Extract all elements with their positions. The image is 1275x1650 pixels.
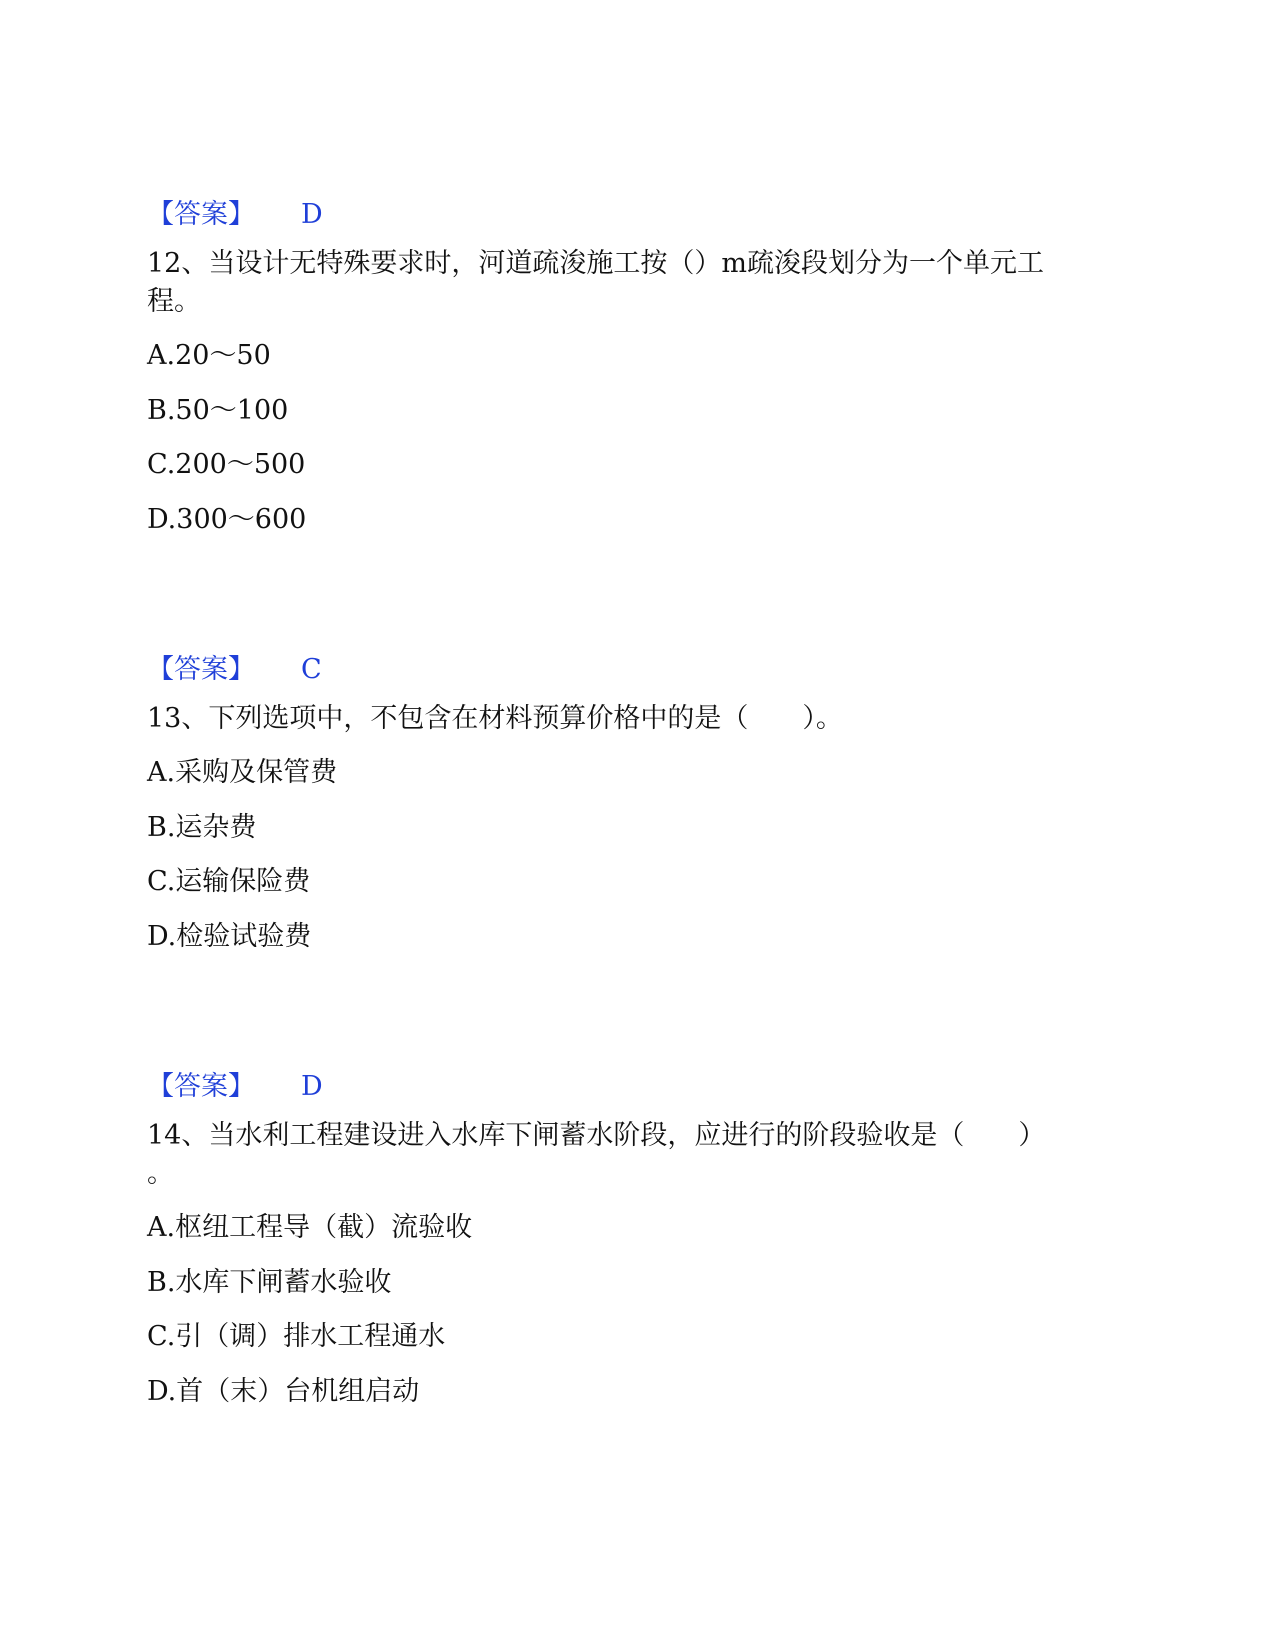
option-b: B.50～100	[147, 395, 289, 426]
option-b: B.运杂费	[147, 812, 257, 843]
option-c: C.引（调）排水工程通水	[147, 1321, 446, 1352]
option-c: C.运输保险费	[147, 866, 311, 897]
answer-line	[147, 652, 322, 688]
option-d: D.300～600	[147, 504, 307, 535]
option-d: D.首（末）台机组启动	[147, 1376, 420, 1407]
option-a: A.20～50	[147, 340, 271, 371]
answer-label: 【答案】	[147, 1071, 255, 1102]
answer-label: 【答案】	[147, 199, 255, 230]
answer-line	[147, 197, 323, 233]
question-12-text: 12、当设计无特殊要求时，河道疏浚施工按（）m疏浚段划分为一个单元工	[147, 248, 1044, 279]
question-13-text: 13、下列选项中，不包含在材料预算价格中的是（ ）。	[147, 703, 843, 734]
question-12-text-cont: 程。	[147, 286, 201, 317]
option-a: A.采购及保管费	[147, 757, 338, 788]
option-c: C.200～500	[147, 449, 306, 480]
answer-value: C	[301, 654, 322, 685]
answer-value: D	[301, 199, 323, 230]
option-d: D.检验试验费	[147, 921, 312, 952]
answer-line	[147, 1069, 323, 1105]
option-a: A.枢纽工程导（截）流验收	[147, 1212, 473, 1243]
question-14-text-cont: 。	[147, 1158, 174, 1189]
question-14-text: 14、当水利工程建设进入水库下闸蓄水阶段，应进行的阶段验收是（ ）	[147, 1120, 1046, 1151]
option-b: B.水库下闸蓄水验收	[147, 1267, 392, 1298]
answer-value: D	[301, 1071, 323, 1102]
answer-label: 【答案】	[147, 654, 255, 685]
